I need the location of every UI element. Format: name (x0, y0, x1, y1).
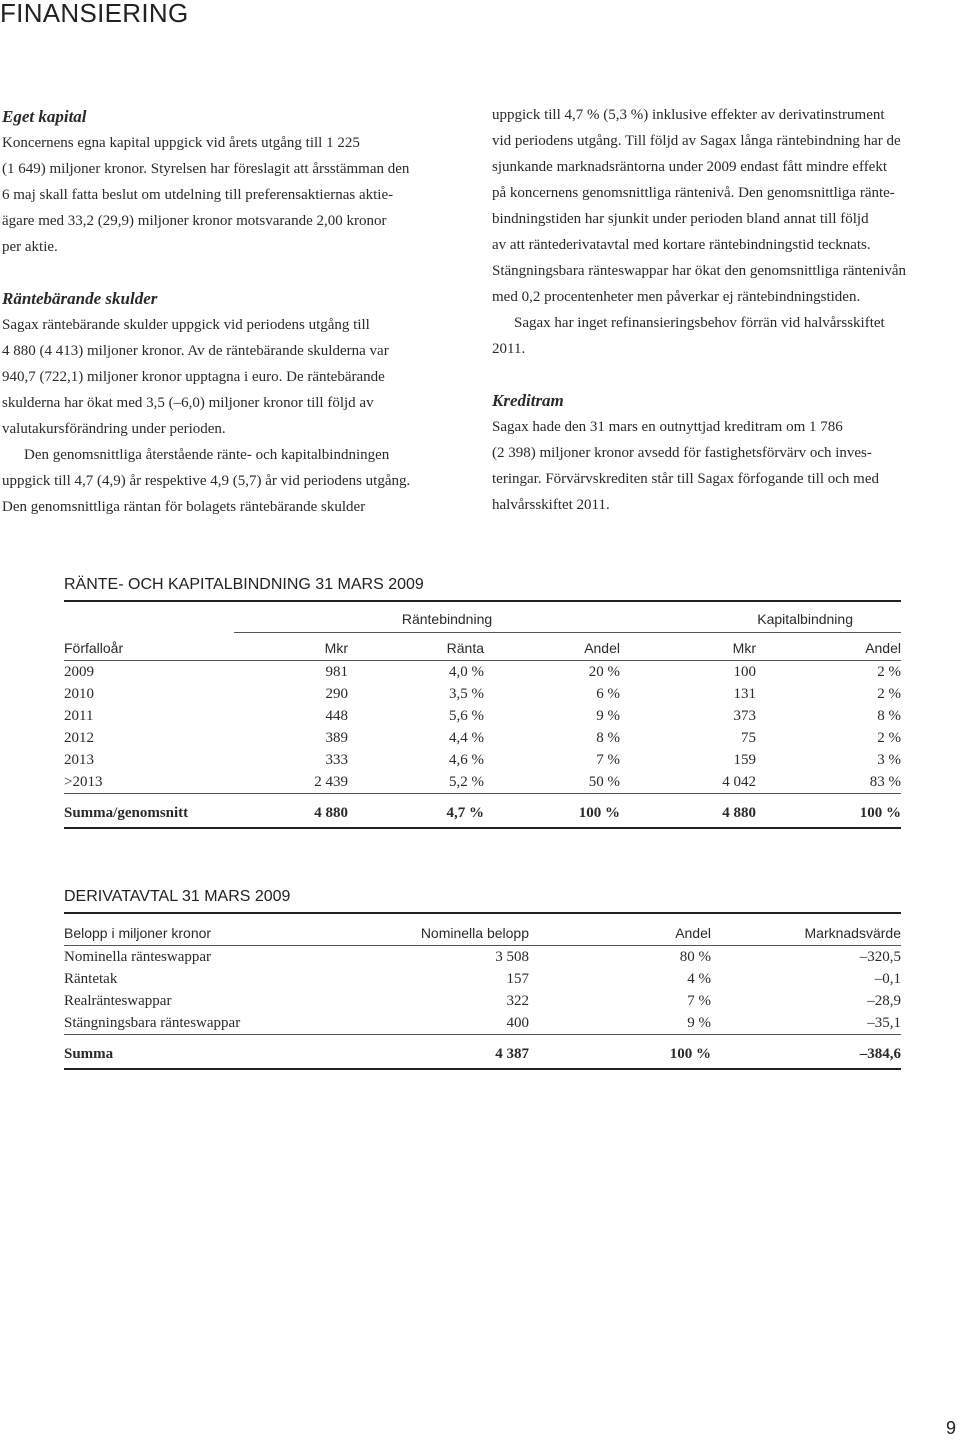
table-cell: 75 (741, 730, 756, 746)
table-cell: 80 % (679, 949, 711, 965)
paragraph-line: Sagax hade den 31 mars en outnyttjad kreditram om 1 786 (492, 419, 843, 435)
page-title: FINANSIERING (0, 0, 189, 28)
table-row (64, 705, 901, 727)
table-cell: 4,0 % (449, 664, 484, 680)
paragraph-line: halvårsskiftet 2011. (492, 497, 610, 513)
summary-cell: Summa/genomsnitt (64, 794, 234, 829)
paragraph-line: uppgick till 4,7 (4,9) år respektive 4,9 (5,7) år vid periodens utgång. (2, 473, 411, 489)
page-header (0, 0, 960, 34)
table-cell: –0,1 (874, 971, 901, 987)
table-cell: 159 (733, 752, 756, 768)
table-cell: 20 % (588, 664, 620, 680)
paragraph-line: Sagax har inget refinansieringsbehov förrän vid halvårsskiftet (514, 315, 885, 331)
table-cell: 4 042 (620, 771, 756, 794)
column-header: Andel (756, 633, 901, 661)
column-header: Mkr (620, 633, 756, 661)
table-cell: –35,1 (711, 1012, 901, 1035)
paragraph-line: Stängningsbara ränteswappar har ökat den genomsnittliga räntenivån (492, 263, 907, 279)
table-cell: Nominella ränteswappar (64, 949, 212, 965)
table-cell: 981 (325, 664, 348, 680)
table-cell: 4,4 % (449, 730, 484, 746)
paragraph-line: 6 maj skall fatta beslut om utdelning till preferensaktiernas aktie- (2, 187, 394, 203)
table-cell: 131 (733, 686, 756, 702)
paragraph-line: 940,7 (722,1) miljoner kronor upptagna i euro. De räntebärande (2, 369, 385, 385)
section-heading-eget-kapital: Eget kapital (2, 107, 87, 126)
paragraph-line: med 0,2 procentenheter men påverkar ej räntebindningstiden. (492, 289, 861, 305)
table-cell: 9 % (596, 708, 620, 724)
paragraph-line: (2 398) miljoner kronor avsedd för fastighetsförvärv och inves- (492, 445, 872, 461)
table-summary-row (64, 794, 901, 829)
table-title: RÄNTE- OCH KAPITALBINDNING 31 MARS 2009 (64, 574, 901, 602)
table-cell: 2013 (64, 752, 94, 768)
column-header: Belopp i miljoner kronor (64, 914, 328, 946)
paragraph-line: 4 880 (4 413) miljoner kronor. Av de räntebärande skulderna var (2, 343, 389, 359)
column-header: Andel (529, 914, 711, 946)
paragraph-line: bindningstiden har sjunkit under perioden bland annat till följd (492, 211, 869, 227)
table-summary-row (64, 1035, 901, 1070)
paragraph-line: Den genomsnittliga återstående ränte- och kapitalbindningen (24, 447, 390, 463)
table-cell: –28,9 (867, 993, 901, 1009)
paragraph-line: på koncernens genomsnittliga räntenivå. Den genomsnittliga ränte- (492, 185, 895, 201)
table-cell: 50 % (484, 771, 620, 794)
table-row (64, 968, 901, 990)
table-cell: 389 (325, 730, 348, 746)
summary-cell: 4 880 (234, 794, 348, 829)
section-heading-kreditram: Kreditram (492, 391, 564, 410)
table-cell: 2 % (877, 730, 901, 746)
paragraph-line: per aktie. (2, 239, 58, 255)
table-cell: 448 (325, 708, 348, 724)
paragraph-line: teringar. Förvärvskrediten står till Sagax förfogande till och med (492, 471, 879, 487)
table-cell: 100 (733, 664, 756, 680)
left-column (2, 104, 474, 520)
table-cell: 2 % (877, 686, 901, 702)
table-row (64, 990, 901, 1012)
table-cell: 7 % (687, 993, 711, 1009)
page-number: 9 (946, 1418, 957, 1438)
table-cell: 7 % (596, 752, 620, 768)
paragraph-line: Sagax räntebärande skulder uppgick vid periodens utgång till (2, 317, 370, 333)
summary-cell: –384,6 (711, 1035, 901, 1070)
summary-cell: 100 % (529, 1035, 711, 1070)
table-cell: 6 % (596, 686, 620, 702)
table-row (64, 771, 901, 794)
table-rante-kapitalbindning (64, 574, 901, 829)
table-cell: 290 (325, 686, 348, 702)
section-heading-rantebarande-skulder: Räntebärande skulder (2, 289, 158, 308)
table-cell: 333 (325, 752, 348, 768)
summary-cell: 4,7 % (348, 794, 484, 829)
table-cell: 322 (506, 993, 529, 1009)
paragraph-line: ägare med 33,2 (29,9) miljoner kronor motsvarande 2,00 kronor (2, 213, 387, 229)
summary-cell: 4 880 (620, 794, 756, 829)
table-cell: 3 % (877, 752, 901, 768)
table-cell: 157 (506, 971, 529, 987)
table-row (64, 1012, 901, 1035)
table-cell: 400 (328, 1012, 529, 1035)
table-row (64, 749, 901, 771)
paragraph-line: skulderna har ökat med 3,5 (–6,0) miljoner kronor till följd av (2, 395, 374, 411)
table-cell: Stängningsbara ränteswappar (64, 1012, 328, 1035)
table-derivatavtal (64, 886, 901, 1070)
column-header: Andel (484, 633, 620, 661)
paragraph-line: valutakursförändring under perioden. (2, 421, 226, 437)
table-cell: 2 % (877, 664, 901, 680)
table-cell: Räntetak (64, 971, 118, 987)
data-table (64, 602, 901, 829)
column-header: Marknadsvärde (711, 914, 901, 946)
table-cell: 2 439 (234, 771, 348, 794)
table-row (64, 946, 901, 969)
paragraph-line: Den genomsnittliga räntan för bolagets räntebärande skulder (2, 499, 366, 515)
table-title: DERIVATAVTAL 31 MARS 2009 (64, 886, 901, 914)
table-cell: 2009 (64, 664, 94, 680)
table-cell: 5,2 % (348, 771, 484, 794)
table-cell: 83 % (756, 771, 901, 794)
table-cell: 4,6 % (449, 752, 484, 768)
table-cell: 8 % (877, 708, 901, 724)
paragraph-line: uppgick till 4,7 % (5,3 %) inklusive effekter av derivatinstrument (492, 107, 885, 123)
group-label-kapitalbindning: Kapitalbindning (620, 602, 901, 633)
table-header-row (64, 914, 901, 946)
table-cell: 5,6 % (449, 708, 484, 724)
table-row (64, 661, 901, 684)
group-header-row (64, 602, 901, 633)
table-cell: >2013 (64, 771, 234, 794)
paragraph-line: 2011. (492, 341, 526, 357)
paragraph-line: vid periodens utgång. Till följd av Sagax långa räntebindning har de (492, 133, 901, 149)
table-cell: 3 508 (495, 949, 529, 965)
data-table (64, 914, 901, 1070)
table-cell: 8 % (596, 730, 620, 746)
summary-cell: 4 387 (328, 1035, 529, 1070)
paragraph-line: av att räntederivatavtal med kortare räntebindningstid tecknats. (492, 237, 871, 253)
group-label-rantebindning: Räntebindning (234, 602, 620, 633)
table-cell: –320,5 (859, 949, 901, 965)
paragraph-line: (1 649) miljoner kronor. Styrelsen har föreslagit att årsstämman den (2, 161, 410, 177)
column-header: Mkr (234, 633, 348, 661)
column-header: Ränta (348, 633, 484, 661)
table-header-row (64, 633, 901, 661)
column-header: Nominella belopp (328, 914, 529, 946)
right-column (492, 102, 954, 518)
table-cell: 2011 (64, 708, 94, 724)
summary-cell: 100 % (484, 794, 620, 829)
paragraph-line: sjunkande marknadsräntorna under 2009 endast fått mindre effekt (492, 159, 888, 175)
table-cell: 9 % (529, 1012, 711, 1035)
table-cell: 4 % (687, 971, 711, 987)
table-cell: 2012 (64, 730, 94, 746)
column-header: Förfalloår (64, 633, 234, 661)
summary-cell: Summa (64, 1035, 328, 1070)
table-row (64, 727, 901, 749)
table-cell: 3,5 % (449, 686, 484, 702)
paragraph-line: Koncernens egna kapital uppgick vid årets utgång till 1 225 (2, 135, 360, 151)
table-cell: 373 (733, 708, 756, 724)
table-row (64, 683, 901, 705)
table-cell: Realränteswappar (64, 993, 172, 1009)
summary-cell: 100 % (756, 794, 901, 829)
table-cell: 2010 (64, 686, 94, 702)
